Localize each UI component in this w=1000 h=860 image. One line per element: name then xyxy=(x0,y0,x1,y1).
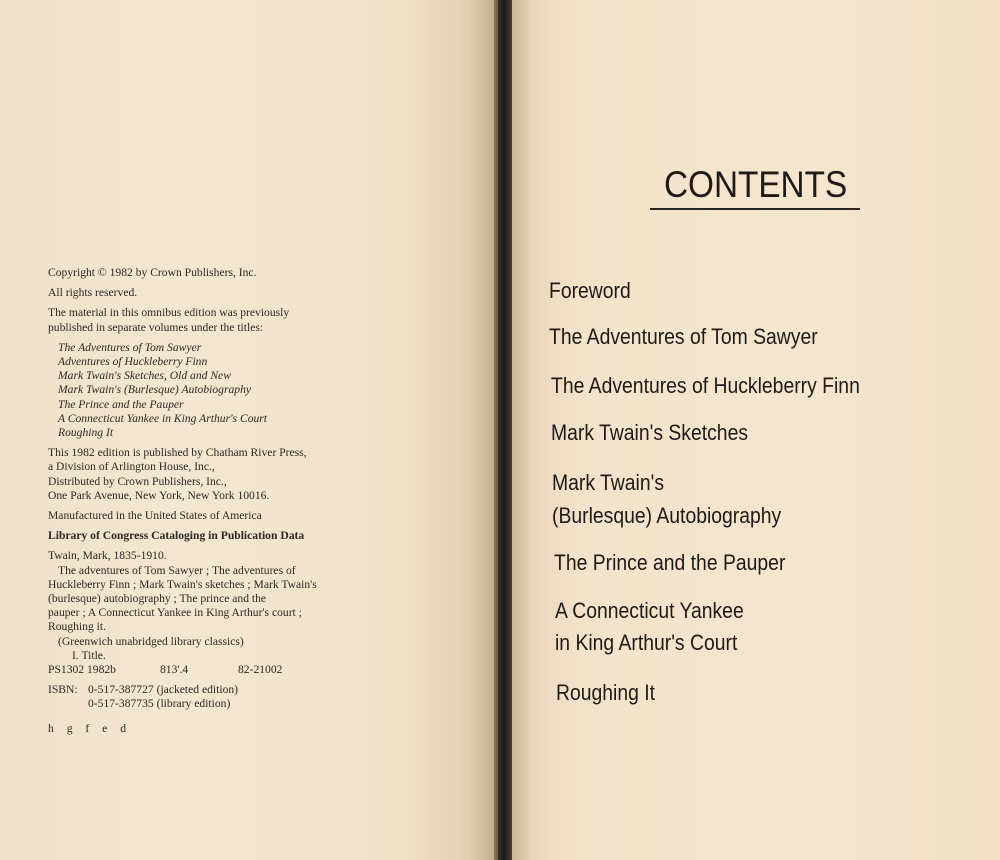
isbn-library: 0-517-387735 (library edition) xyxy=(88,697,231,711)
cip-line: pauper ; A Connecticut Yankee in King Arthur's court ; xyxy=(48,606,302,620)
toc-entry-title: The Prince and the Pauper xyxy=(554,550,786,575)
cip-line: The adventures of Tom Sawyer ; The adventures of xyxy=(58,563,296,577)
toc-entry-title: The Adventures of Huckleberry Finn xyxy=(551,373,860,398)
previous-title: Adventures of Huckleberry Finn xyxy=(58,355,208,369)
previous-title: A Connecticut Yankee in King Arthur's Court xyxy=(58,411,268,425)
isbn-label: ISBN: xyxy=(48,683,78,697)
copyright-page xyxy=(0,0,498,860)
cip-line: Huckleberry Finn ; Mark Twain's sketches ; Mark Twain's xyxy=(48,577,317,591)
cip-subject: I. Title. xyxy=(72,648,106,662)
previous-title: Roughing It xyxy=(58,426,114,440)
material-line: The material in this omnibus edition was previously xyxy=(48,306,290,320)
contents-title: CONTENTS xyxy=(664,164,848,205)
publisher-line: a Division of Arlington House, Inc., xyxy=(48,460,215,474)
title-underline xyxy=(650,208,860,210)
copyright-block xyxy=(48,266,478,736)
dewey-number: 813'.4 xyxy=(160,663,189,677)
toc-entry-title: Foreword xyxy=(549,278,631,303)
loc-heading: Library of Congress Cataloging in Publication Data xyxy=(48,529,305,543)
publisher-line: One Park Avenue, New York, New York 10016. xyxy=(48,488,270,502)
cip-series: (Greenwich unabridged library classics) xyxy=(58,634,244,648)
toc-entry-title: The Adventures of Tom Sawyer xyxy=(549,324,818,349)
isbn-row xyxy=(48,683,478,697)
call-number: PS1302 1982b xyxy=(48,663,116,677)
copyright-notice: Copyright © 1982 by Crown Publishers, Inc. xyxy=(48,266,257,279)
toc-entry-title: Mark Twain's Sketches xyxy=(551,420,749,445)
cip-author: Twain, Mark, 1835-1910. xyxy=(48,549,167,563)
manufactured-notice: Manufactured in the United States of America xyxy=(48,509,262,523)
cip-classification xyxy=(48,663,478,677)
rights-notice: All rights reserved. xyxy=(48,286,138,300)
previous-title: Mark Twain's Sketches, Old and New xyxy=(58,369,231,383)
lccn: 82-21002 xyxy=(238,663,283,677)
publisher-line: This 1982 edition is published by Chatham River Press, xyxy=(48,446,307,460)
isbn-jacketed: 0-517-387727 (jacketed edition) xyxy=(88,683,239,697)
material-line: published in separate volumes under the titles: xyxy=(48,320,264,334)
toc-entry-title: (Burlesque) Autobiography xyxy=(552,503,782,528)
toc-entry-title: A Connecticut Yankee xyxy=(555,598,744,623)
toc-entry-title: Mark Twain's xyxy=(552,470,665,495)
previous-title: The Adventures of Tom Sawyer xyxy=(58,340,202,354)
previous-title: The Prince and the Pauper xyxy=(58,397,184,411)
book-gutter xyxy=(498,0,512,860)
cip-line: (burlesque) autobiography ; The prince and the xyxy=(48,592,267,606)
publisher-line: Distributed by Crown Publishers, Inc., xyxy=(48,474,227,488)
printing-line: h g f e d xyxy=(48,721,131,735)
cip-line: Roughing it. xyxy=(48,620,106,634)
toc-entry-title: in King Arthur's Court xyxy=(555,630,738,655)
previous-title: Mark Twain's (Burlesque) Autobiography xyxy=(58,383,252,397)
toc-entry-title: Roughing It xyxy=(556,680,656,705)
